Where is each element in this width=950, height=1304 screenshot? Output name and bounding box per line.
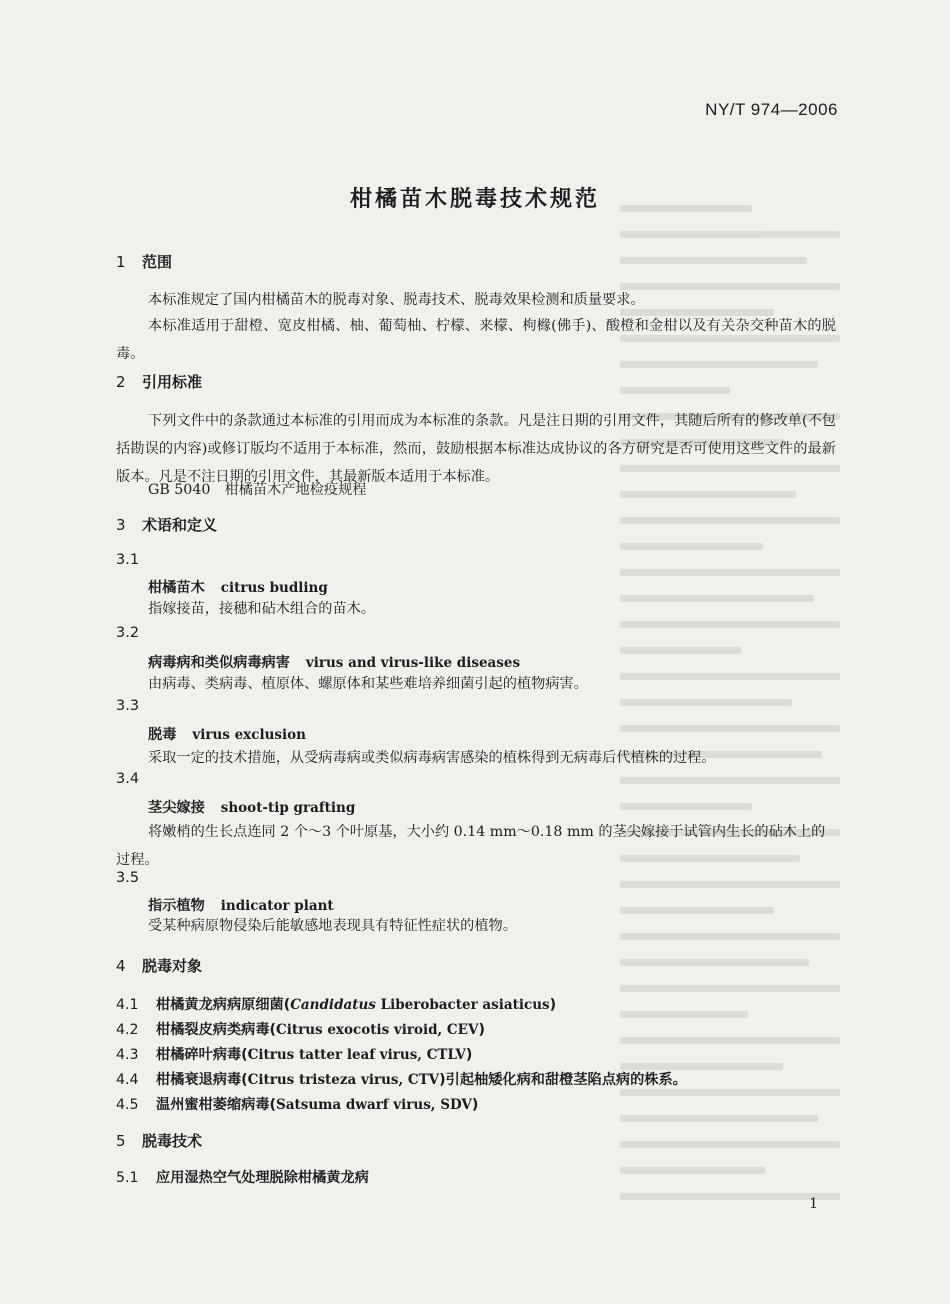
term-heading: [116, 724, 868, 744]
standard-number: NY/T 974—2006: [705, 100, 838, 119]
section-number: 2: [116, 373, 126, 391]
subsection-5-1-heading: 5.1 应用湿热空气处理脱除柑橘黄龙病: [116, 1170, 369, 1186]
normative-reference: GB 5040 柑橘苗木产地检疫规程: [148, 482, 367, 498]
term-number: 3.2: [116, 625, 140, 641]
term-zh: 柑橘苗木: [148, 580, 205, 596]
term-definition: 将嫩梢的生长点连同 2 个～3 个叶原基，大小约 0.14 mm～0.18 mm 的茎尖嫁接于试管内生长的砧木上的过程。: [116, 824, 826, 868]
exclusion-target-item: 4.4 柑橘衰退病毒(Citrus tristeza virus, CTV)引起柚矮化病和甜橙茎陷点病的株系。: [116, 1072, 687, 1088]
page-number: 1: [809, 1196, 818, 1212]
section-1-heading: [116, 251, 836, 272]
exclusion-target-item: 4.1 柑橘黄龙病病原细菌(Candidatus Liberobacter asiaticus): [116, 997, 557, 1013]
section-number: 1: [116, 253, 126, 271]
exclusion-target-item: 4.5 温州蜜柑萎缩病毒(Satsuma dwarf virus, SDV): [116, 1097, 479, 1113]
term-definition: 由病毒、类病毒、植原体、螺原体和某些难培养细菌引起的植物病害。: [148, 676, 588, 692]
term-heading: [116, 797, 868, 817]
term-en: indicator plant: [220, 898, 334, 914]
term-heading: [116, 652, 868, 672]
term-zh: 指示植物: [148, 898, 205, 914]
section-title: 术语和定义: [142, 516, 218, 534]
section-2-paragraph: 下列文件中的条款通过本标准的引用而成为本标准的条款。凡是注日期的引用文件，其随后所有的修改单(不包括勘误的内容)或修订版均不适用于本标准，然而，鼓励根据本标准达成协议的各方研究是否可使用这些文件的最新版本。凡是不注日期的引用文件，其最新版本适用于本标准。: [116, 413, 836, 485]
term-definition: 采取一定的技术措施，从受病毒病或类似病毒病害感染的植株得到无病毒后代植株的过程。: [148, 750, 716, 766]
term-en: virus and virus-like diseases: [305, 655, 521, 671]
section-number: 3: [116, 516, 126, 534]
section-title: 脱毒技术: [142, 1132, 203, 1150]
exclusion-target-item: 4.2 柑橘裂皮病类病毒(Citrus exocotis viroid, CEV): [116, 1022, 485, 1038]
term-zh: 脱毒: [148, 727, 177, 743]
section-title: 引用标准: [142, 373, 203, 391]
term-definition: 受某种病原物侵染后能敏感地表现具有特征性症状的植物。: [148, 918, 517, 934]
section-1-paragraph-1: 本标准规定了国内柑橘苗木的脱毒对象、脱毒技术、脱毒效果检测和质量要求。: [148, 292, 645, 308]
term-en: virus exclusion: [192, 727, 306, 743]
term-definition: 指嫁接苗，接穗和砧木组合的苗木。: [148, 601, 376, 617]
term-number: 3.4: [116, 771, 140, 787]
term-number: 3.3: [116, 698, 140, 714]
exclusion-target-item: 4.3 柑橘碎叶病毒(Citrus tatter leaf virus, CTLV): [116, 1047, 473, 1063]
section-number: 5: [116, 1132, 126, 1150]
term-number: 3.1: [116, 552, 140, 568]
section-number: 4: [116, 957, 126, 975]
section-5-heading: [116, 1130, 836, 1151]
section-3-heading: [116, 514, 836, 535]
term-zh: 茎尖嫁接: [148, 800, 205, 816]
document-title: 柑橘苗木脱毒技术规范: [349, 187, 600, 212]
section-4-heading: [116, 955, 836, 976]
term-en: shoot-tip grafting: [220, 800, 356, 816]
term-en: citrus budling: [220, 580, 328, 596]
term-zh: 病毒病和类似病毒病害: [148, 655, 290, 671]
term-heading: [116, 577, 868, 597]
term-number: 3.5: [116, 870, 140, 886]
section-1-paragraph-2: 本标准适用于甜橙、宽皮柑橘、柚、葡萄柚、柠檬、来檬、枸橼(佛手)、酸橙和金柑以及有关杂交种苗木的脱毒。: [116, 318, 836, 362]
section-title: 范围: [142, 253, 173, 271]
section-title: 脱毒对象: [142, 957, 203, 975]
section-2-heading: [116, 371, 836, 392]
